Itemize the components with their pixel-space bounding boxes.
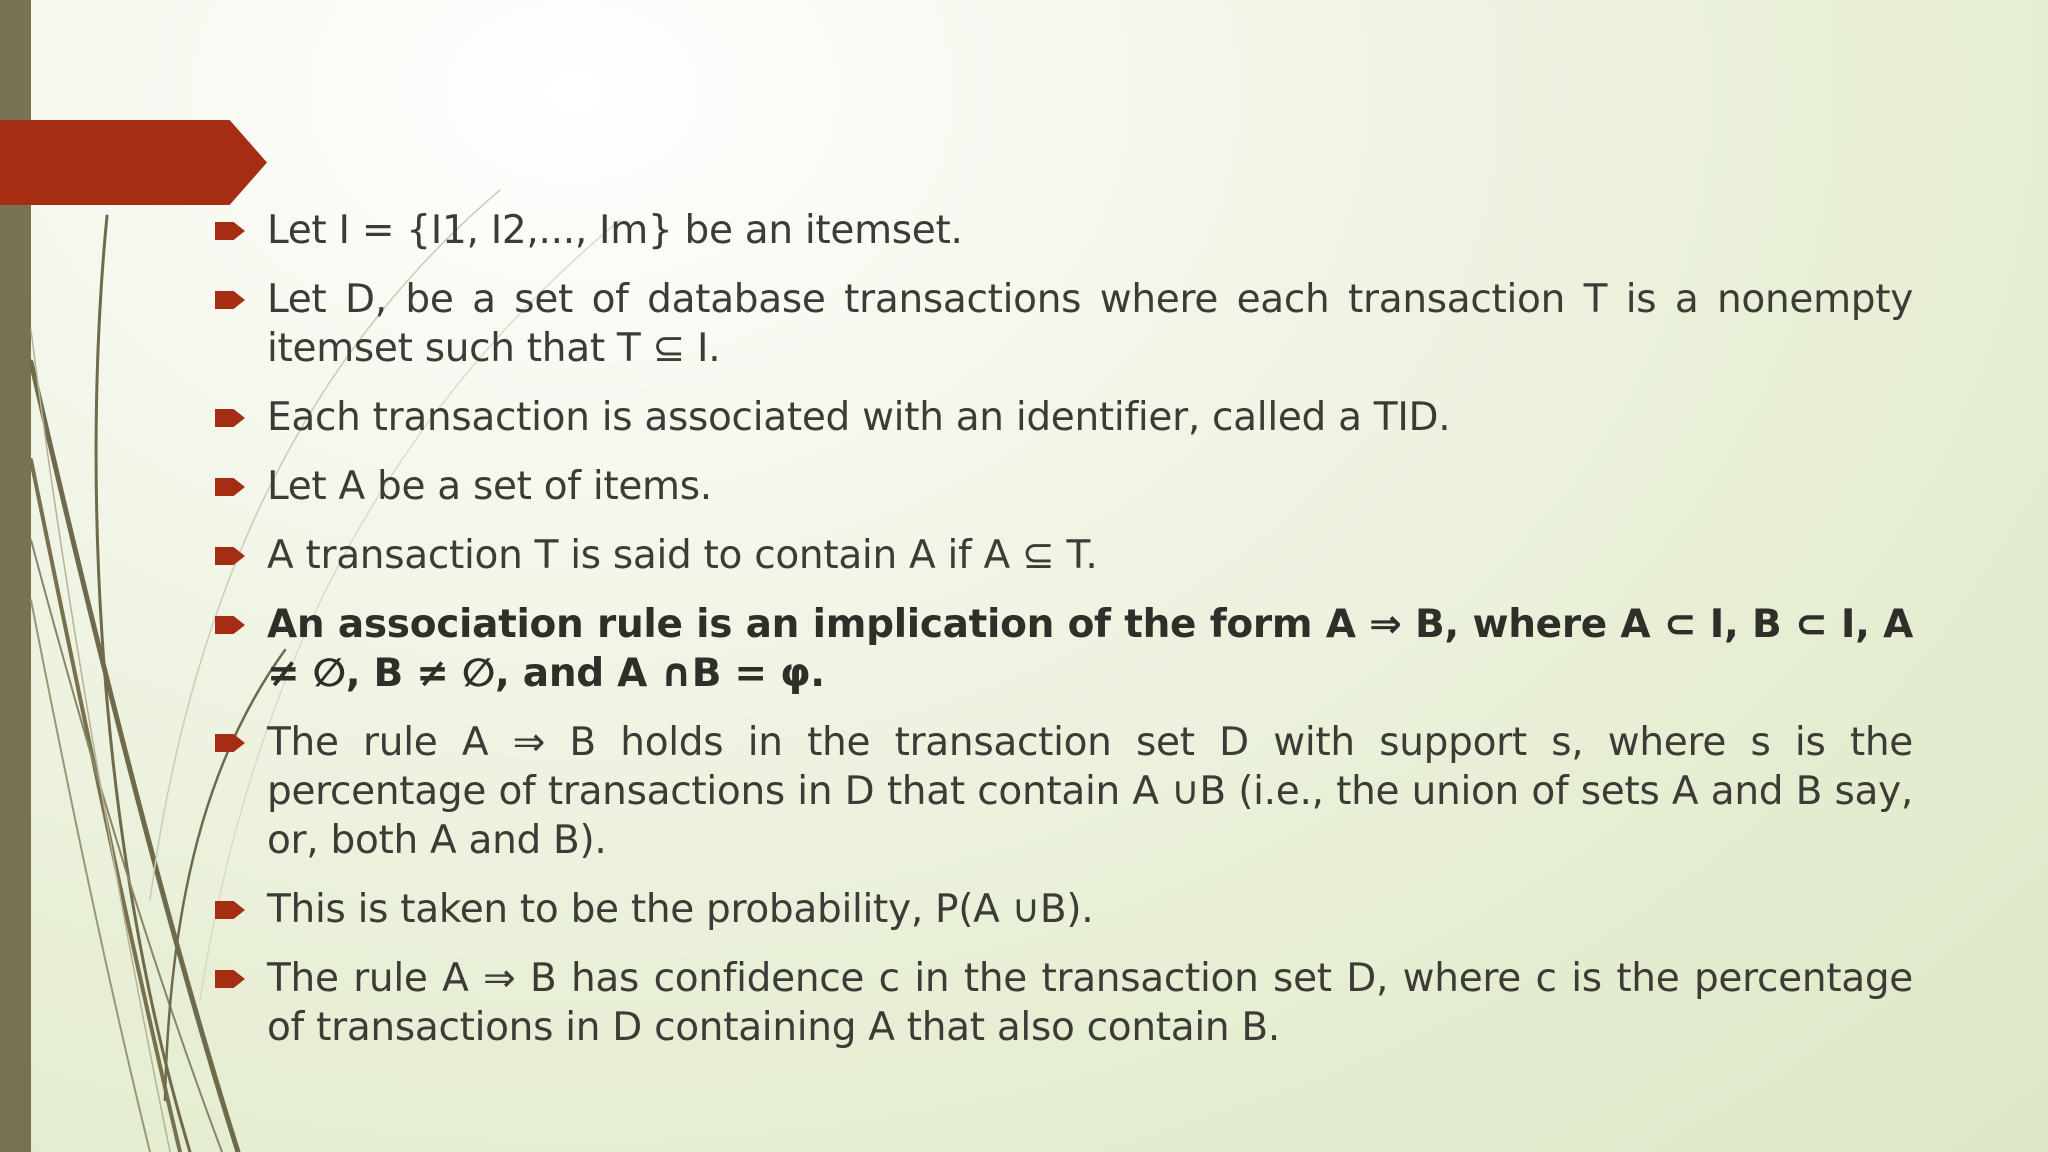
bullet-item-9 (215, 954, 1913, 1052)
bullet-item-1 (215, 206, 1913, 255)
decor-curve-5 (31, 600, 150, 1152)
bullet-text: Let D, be a set of database transactions where each transaction T is a nonempty itemset such that T ⊆ I. (267, 277, 1913, 371)
bullet-text: The rule A ⇒ B has confidence c in the transaction set D, where c is the percentage of transactions in D containing A that also contain B. (267, 956, 1913, 1050)
bullet-text: Let A be a set of items. (267, 464, 712, 509)
decor-curve-2 (31, 362, 238, 1152)
arrow-bullet-icon (215, 478, 245, 496)
decor-curve-4 (31, 540, 222, 1152)
arrow-bullet-icon (215, 409, 245, 427)
bullet-text: This is taken to be the probability, P(A ∪B). (267, 887, 1094, 932)
decor-curve-3 (31, 460, 180, 1152)
bullet-list (215, 206, 1913, 1072)
arrow-bullet-icon (215, 222, 245, 240)
bullet-text: Each transaction is associated with an identifier, called a TID. (267, 395, 1451, 440)
bullet-item-6 (215, 600, 1913, 698)
arrow-bullet-icon (215, 734, 245, 752)
arrow-bullet-icon (215, 901, 245, 919)
bullet-item-4 (215, 462, 1913, 511)
bullet-text: A transaction T is said to contain A if A ⊆ T. (267, 533, 1098, 578)
bullet-item-2 (215, 275, 1913, 373)
bullet-text: Let I = {I1, I2,..., Im} be an itemset. (267, 208, 963, 253)
arrow-bullet-icon (215, 547, 245, 565)
arrow-bullet-icon (215, 616, 245, 634)
arrow-bullet-icon (215, 291, 245, 309)
bullet-text: An association rule is an implication of the form A ⇒ B, where A ⊂ I, B ⊂ I, A ≠ ∅, B ≠ ∅, and A ∩B = φ. (267, 602, 1913, 696)
title-tab (0, 120, 267, 205)
bullet-text: The rule A ⇒ B holds in the transaction set D with support s, where s is the percentage of transactions in D that contain A ∪B (i.e., the union of sets A and B say, or, both A and B). (267, 720, 1913, 863)
bullet-item-3 (215, 393, 1913, 442)
bullet-item-8 (215, 885, 1913, 934)
bullet-item-5 (215, 531, 1913, 580)
decor-curve-9 (31, 330, 170, 1152)
bullet-item-7 (215, 718, 1913, 865)
arrow-bullet-icon (215, 970, 245, 988)
decor-curve-1 (96, 216, 190, 1152)
